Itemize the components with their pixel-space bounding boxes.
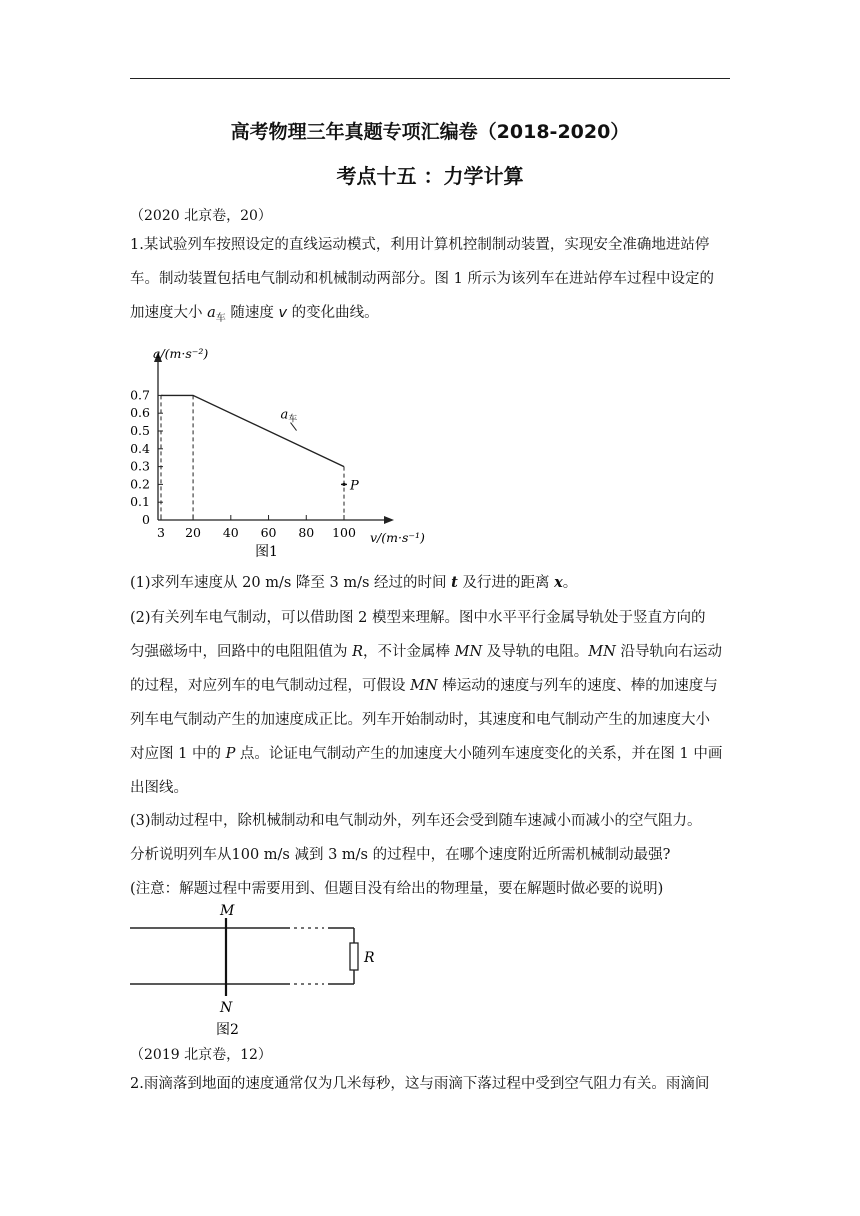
q2-line1: 2.雨滴落到地面的速度通常仅为几米每秒，这与雨滴下落过程中受到空气阻力有关。雨滴间 — [130, 1076, 710, 1092]
q1-note: (注意：解题过程中需要用到、但题目没有给出的物理量，要在解题时做必要的说明) — [130, 881, 664, 897]
point-P — [342, 483, 345, 486]
x-tick-label: 3 — [157, 525, 165, 540]
q1-part2-line5: 对应图 1 中的 P 点。论证电气制动产生的加速度大小随列车速度变化的关系，并在图 1 中画 — [130, 746, 723, 762]
q1-part1: (1)求列车速度从 20 m/s 降至 3 m/s 经过的时间 t 及行进的距离 x。 — [130, 574, 578, 591]
q1-part2 — [130, 601, 732, 805]
y-tick-label: 0.2 — [130, 476, 150, 492]
resistor-R — [350, 943, 358, 970]
y-tick-label: 0.5 — [130, 423, 150, 438]
q1-part3 — [130, 804, 732, 906]
y-axis-label: a/(m·s⁻²) — [153, 346, 209, 361]
q1-intro-line3: 加速度大小 $a_车$ 随速度 v 的变化曲线。 — [130, 305, 379, 324]
q1-part2-line6: 出图线。 — [130, 780, 188, 796]
point-P-label: P — [350, 478, 359, 494]
series-label: $a_车$ — [280, 407, 298, 425]
y-tick-label: 0.3 — [130, 458, 150, 474]
y-tick-label: 0.7 — [130, 387, 150, 403]
x-tick-label: 40 — [222, 525, 239, 540]
x-tick-label: 80 — [298, 525, 315, 540]
figure-2-diagram — [128, 900, 388, 1040]
y-tick-label: 0.4 — [130, 440, 150, 456]
q1-source: （2020 北京卷，20） — [130, 208, 272, 224]
page-title: 高考物理三年真题专项汇编卷（2018-2020） — [230, 121, 630, 143]
x-tick-label: 100 — [332, 525, 356, 540]
label-M: M — [220, 903, 235, 919]
figure-1-chart — [128, 340, 438, 565]
x-tick-label: 60 — [260, 525, 277, 540]
q1-part2-line4: 列车电气制动产生的加速度成正比。列车开始制动时，其速度和电气制动产生的加速度大小 — [130, 712, 710, 728]
y-tick-label: 0.1 — [130, 494, 150, 510]
q1-intro — [130, 228, 732, 336]
series-line-a — [161, 395, 344, 466]
x-tick-label: 20 — [185, 525, 202, 540]
q1-part2-line3: 的过程，对应列车的电气制动过程，可假设 MN 棒运动的速度与列车的速度、棒的加速度与 — [130, 678, 718, 694]
x-axis-arrow — [384, 516, 394, 524]
y-tick-label: 0 — [142, 512, 150, 527]
page-subtitle: 考点十五 ：力学计算 — [336, 164, 524, 188]
y-tick-label: 0.6 — [130, 405, 150, 421]
q1-intro-line1: 1.某试验列车按照设定的直线运动模式，利用计算机控制制动装置，实现安全准确地进站停 — [130, 237, 710, 253]
figure-2-caption: 图2 — [216, 1022, 239, 1038]
q1-part2-line1: (2)有关列车电气制动，可以借助图 2 模型来理解。图中水平平行金属导轨处于竖直方向的 — [130, 610, 706, 626]
label-R: R — [364, 950, 375, 966]
q2-source: （2019 北京卷，12） — [130, 1047, 272, 1063]
q1-part3-line1: (3)制动过程中，除机械制动和电气制动外，列车还会受到随车速减小而减小的空气阻力。 — [130, 813, 702, 829]
q1-intro-line2: 车。制动装置包括电气制动和机械制动两部分。图 1 所示为该列车在进站停车过程中设定的 — [130, 271, 714, 287]
x-axis-label: v/(m·s⁻¹) — [370, 530, 425, 545]
q1-part2-line2: 匀强磁场中，回路中的电阻阻值为 R，不计金属棒 MN 及导轨的电阻。MN 沿导轨向右运动 — [130, 644, 722, 660]
label-N: N — [220, 1000, 233, 1016]
q1-part3-line2: 分析说明列车从100 m/s 减到 3 m/s 的过程中，在哪个速度附近所需机械制动最强? — [130, 847, 671, 863]
top-rule — [130, 78, 730, 79]
figure-1-caption: 图1 — [255, 544, 278, 560]
